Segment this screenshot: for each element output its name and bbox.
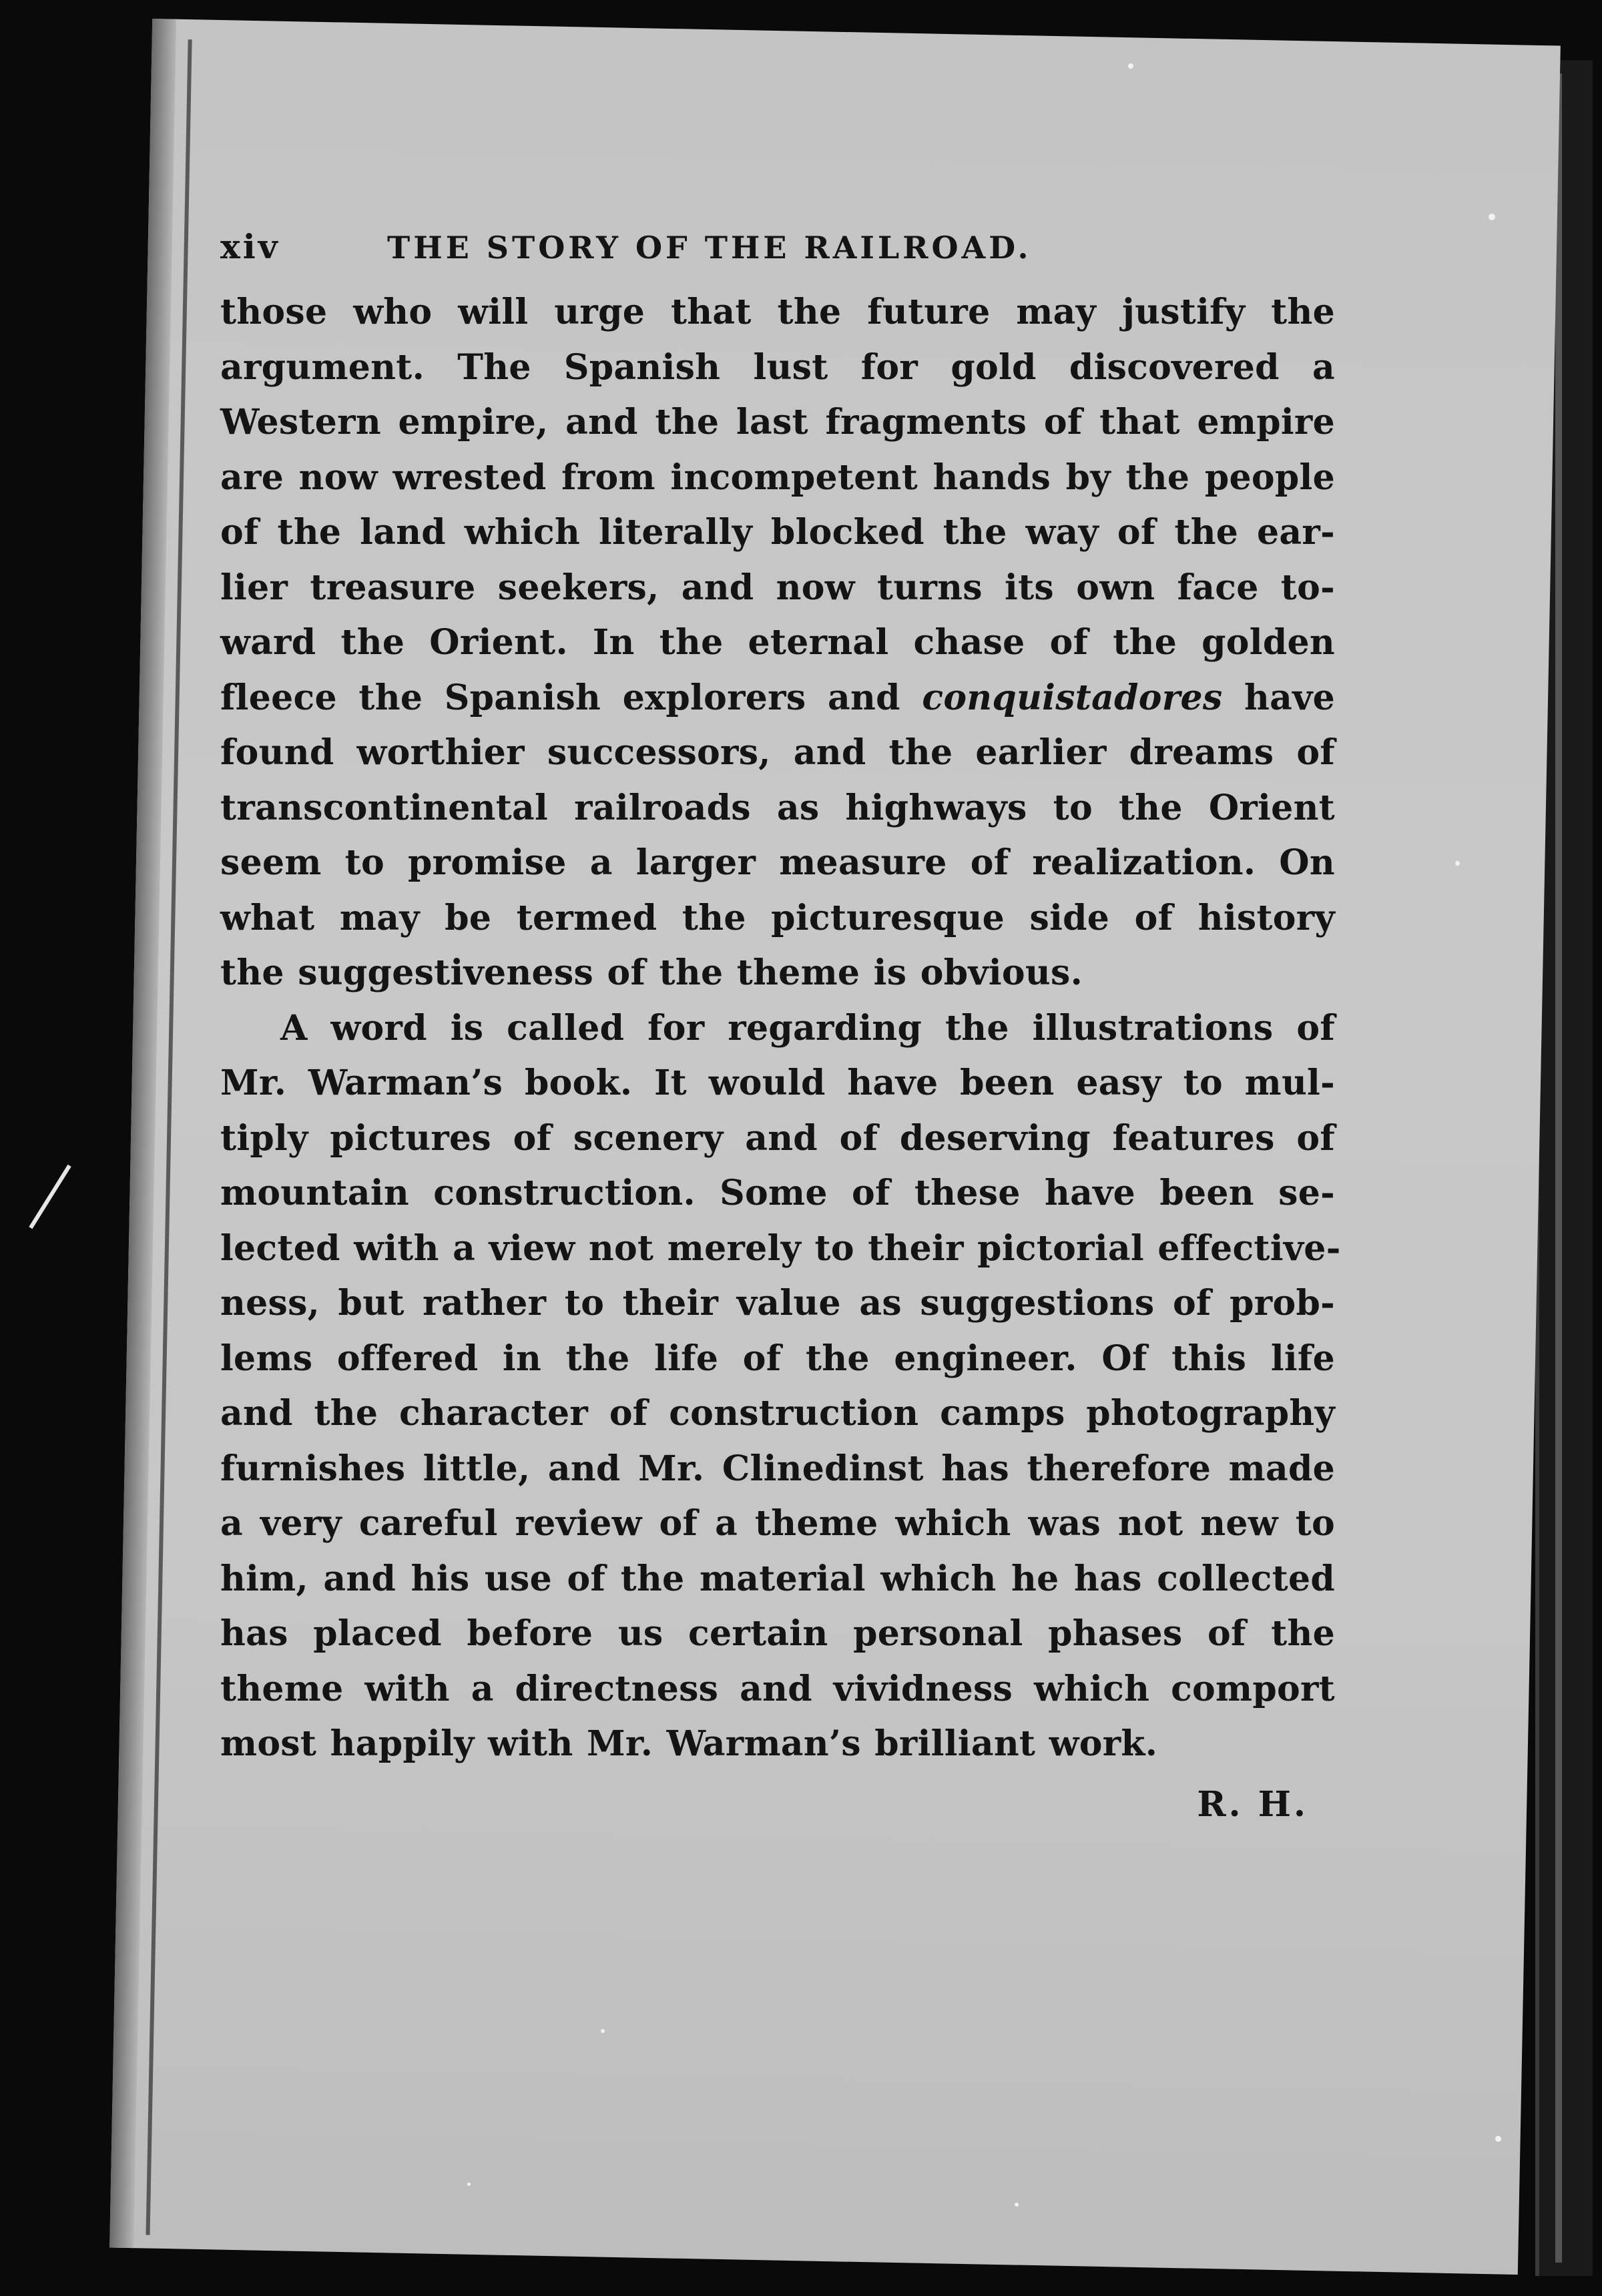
text-line: theme with a directness and vividness which comport (220, 1668, 1335, 1709)
text-line: seem to promise a larger measure of realization. On (220, 842, 1335, 883)
paragraph-1 (220, 285, 1335, 1001)
text-line: lier treasure seekers, and now turns its own face to- (220, 567, 1335, 608)
text-line: found worthier successors, and the earlier dreams of (220, 732, 1335, 773)
text-line: him, and his use of the material which he has collected (220, 1558, 1335, 1599)
text-line: transcontinental railroads as highways to the Orient (220, 787, 1335, 828)
dust-speck (1015, 2203, 1019, 2207)
page-number: xiv (220, 227, 280, 266)
text-line: of the land which literally blocked the way of the ear- (220, 512, 1335, 553)
text-line: tiply pictures of scenery and of deserving features of (220, 1117, 1335, 1159)
dust-speck (1455, 861, 1460, 866)
text-line: the suggestiveness of the theme is obvious. (220, 952, 1083, 993)
paragraph-2 (220, 1001, 1341, 1772)
text-line: are now wrested from incompetent hands by the people (220, 457, 1335, 498)
running-head: THE STORY OF THE RAILROAD. (387, 230, 1032, 266)
binding-gutter (146, 39, 192, 2235)
italic-term: conquistadores (922, 677, 1223, 718)
text-line: lems offered in the life of the engineer. Of this life (220, 1338, 1335, 1379)
text-line: lected with a view not merely to their pictorial effective- (220, 1227, 1341, 1269)
page-header (220, 227, 1335, 266)
dust-speck (467, 2183, 471, 2186)
text-line: most happily with Mr. Warman’s brilliant work. (220, 1723, 1158, 1764)
page-text-block (220, 227, 1341, 1825)
text-line: A word is called for regarding the illustrations of (280, 1007, 1335, 1049)
text-line: and the character of construction camps photography (220, 1393, 1335, 1434)
text-line: mountain construction. Some of these have been se- (220, 1173, 1335, 1213)
dust-speck (1489, 214, 1495, 220)
author-initials: R. H. (1197, 1783, 1308, 1825)
text-line: ness, but rather to their value as suggestions of prob- (220, 1283, 1335, 1324)
text-line: a very careful review of a theme which was not new to (220, 1503, 1335, 1544)
text-line: what may be termed the picturesque side of history (220, 897, 1335, 938)
text-line: fleece the Spanish explorers and conquistadores have (220, 677, 1335, 718)
text-line: ward the Orient. In the eternal chase of the golden (220, 622, 1335, 663)
dust-speck (601, 2029, 605, 2033)
margin-scratch-mark (29, 1165, 71, 1229)
text-line: argument. The Spanish lust for gold discovered a (220, 346, 1335, 388)
dust-speck (1128, 63, 1133, 69)
text-line: furnishes little, and Mr. Clinedinst has therefore made (220, 1448, 1335, 1489)
dust-speck (1495, 2136, 1501, 2142)
text-line: those who will urge that the future may justify the (220, 292, 1335, 332)
text-line: Western empire, and the last fragments of that empire (220, 402, 1335, 443)
adjacent-page-edge-line (1555, 73, 1562, 2263)
text-line: has placed before us certain personal phases of the (220, 1613, 1335, 1654)
text-line: Mr. Warman’s book. It would have been easy to mul- (220, 1063, 1335, 1103)
